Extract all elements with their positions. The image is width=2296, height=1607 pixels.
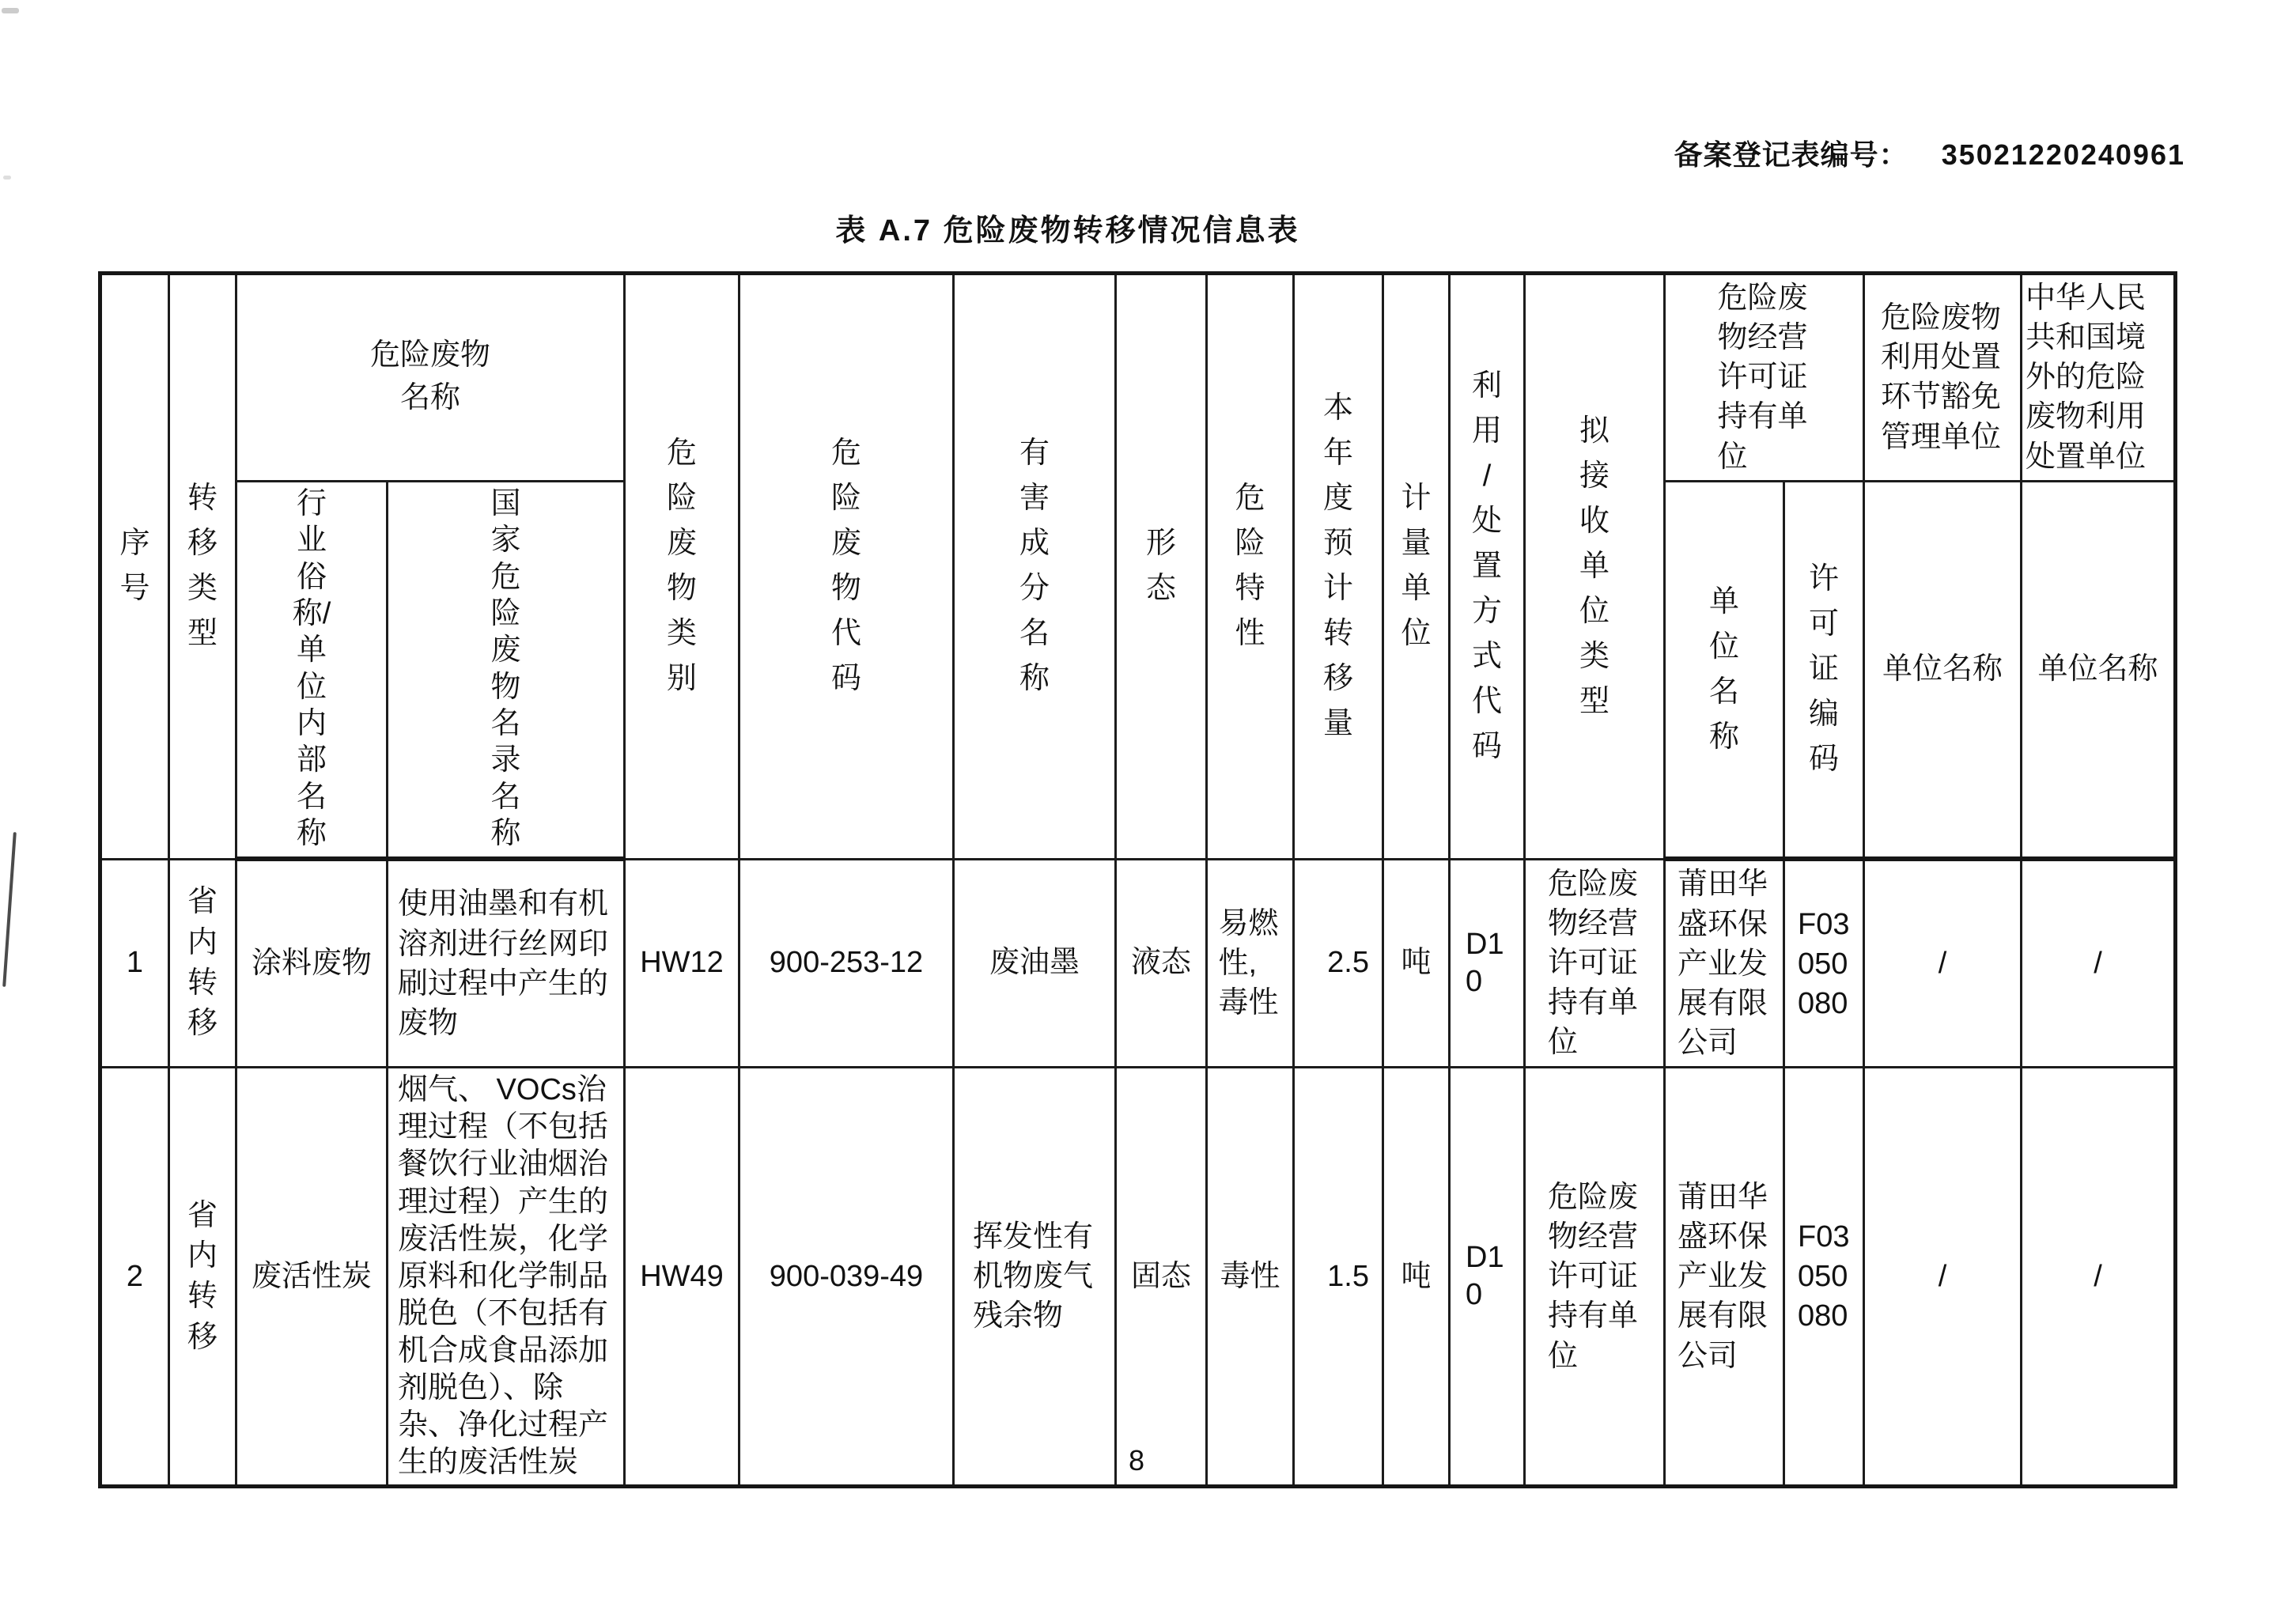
cell-form: 固态	[1116, 1068, 1207, 1487]
cell-waste-category: HW49	[625, 1068, 739, 1487]
cell-waste-code: 900-253-12	[739, 859, 954, 1067]
cell-disposal-method-code: D10	[1450, 859, 1525, 1067]
scan-speck	[2, 8, 19, 13]
registration-line	[1674, 133, 2185, 173]
cell-receiver-type: 危险废物经营许可证持有单位	[1525, 1068, 1665, 1487]
cell-unit-of-measure: 吨	[1383, 1068, 1450, 1487]
page-title: 表 A.7 危险废物转移情况信息表	[835, 214, 1300, 248]
cell-license-unit-name: 莆田华盛环保产业发展有限公司	[1665, 859, 1784, 1067]
cell-waste-category: HW12	[625, 859, 739, 1067]
cell-annual-transfer-amount: 1.5	[1294, 1068, 1383, 1487]
col-header-waste-name-group: 危险废物名称	[236, 274, 625, 482]
col-header-transfer-type: 转移类型	[169, 274, 236, 860]
cell-overseas-unit-name: /	[2022, 1068, 2176, 1487]
cell-annual-transfer-amount: 2.5	[1294, 859, 1383, 1067]
col-header-form: 形态	[1116, 274, 1207, 860]
cell-national-list-name: 烟气、 VOCs治理过程（不包括餐饮行业油烟治理过程）产生的废活性炭，化学原料和化学制品脱色（不包括有机合成食品添加剂脱色）、除杂、净化过程产生的废活性炭	[388, 1068, 625, 1487]
cell-hazard-property: 易燃性,毒性	[1207, 859, 1294, 1067]
cell-index: 2	[100, 1068, 169, 1487]
cell-disposal-method-code: D10	[1450, 1068, 1525, 1487]
cell-industry-common-name: 废活性炭	[236, 1068, 388, 1487]
cell-industry-common-name: 涂料废物	[236, 859, 388, 1067]
cell-exempt-unit-name: /	[1864, 1068, 2022, 1487]
col-header-license-code: 许可证编码	[1784, 481, 1864, 859]
col-header-receiver-type: 拟接收单位类型	[1525, 274, 1665, 860]
cell-transfer-type: 省内转移	[169, 1068, 236, 1487]
registration-label: 备案登记表编号：	[1674, 138, 1908, 171]
cell-form: 液态	[1116, 859, 1207, 1067]
col-header-hazard-property: 危险特性	[1207, 274, 1294, 860]
col-header-national-list-name: 国家危险废物名录名称	[388, 481, 625, 859]
col-header-waste-code: 危险废物代码	[739, 274, 954, 860]
col-header-exempt-unit-name: 单位名称	[1864, 481, 2022, 859]
cell-exempt-unit-name: /	[1864, 859, 2022, 1067]
cell-national-list-name: 使用油墨和有机溶剂进行丝网印刷过程中产生的废物	[388, 859, 625, 1067]
col-header-harmful-component: 有害成分名称	[954, 274, 1116, 860]
col-header-exempt-group: 危险废物利用处置环节豁免管理单位	[1864, 274, 2022, 482]
cell-waste-code: 900-039-49	[739, 1068, 954, 1487]
cell-transfer-type: 省内转移	[169, 859, 236, 1067]
cell-license-code: F03050080	[1784, 1068, 1864, 1487]
cell-hazard-property: 毒性	[1207, 1068, 1294, 1487]
scan-artifact-line	[2, 832, 17, 987]
table-row	[100, 859, 2176, 1067]
col-header-unit-of-measure: 计量单位	[1383, 274, 1450, 860]
cell-unit-of-measure: 吨	[1383, 859, 1450, 1067]
col-header-industry-common-name: 行业俗称/单位内部名称	[236, 481, 388, 859]
hazardous-waste-transfer-table	[98, 271, 2177, 1488]
col-header-waste-category: 危险废物类别	[625, 274, 739, 860]
cell-overseas-unit-name: /	[2022, 859, 2176, 1067]
registration-number: 35021220240961	[1941, 138, 2185, 171]
cell-harmful-component: 挥发性有机物废气残余物	[954, 1068, 1116, 1487]
col-header-annual-transfer-amount: 本年度预计转移量	[1294, 274, 1383, 860]
cell-index: 1	[100, 859, 169, 1067]
col-header-license-holder-group: 危险废物经营许可证持有单位	[1665, 274, 1864, 482]
cell-license-unit-name: 莆田华盛环保产业发展有限公司	[1665, 1068, 1784, 1487]
table-row	[100, 1068, 2176, 1487]
cell-license-code: F03050080	[1784, 859, 1864, 1067]
cell-harmful-component: 废油墨	[954, 859, 1116, 1067]
cell-receiver-type: 危险废物经营许可证持有单位	[1525, 859, 1665, 1067]
header-row-1	[100, 274, 2176, 482]
page-number: 8	[1128, 1444, 1145, 1477]
col-header-disposal-method-code: 利用/处置方式代码	[1450, 274, 1525, 860]
col-header-overseas-group: 中华人民共和国境外的危险废物利用处置单位	[2022, 274, 2176, 482]
col-header-overseas-unit-name: 单位名称	[2022, 481, 2176, 859]
scan-speck	[3, 176, 11, 180]
col-header-license-unit-name: 单位名称	[1665, 481, 1784, 859]
col-header-index: 序号	[100, 274, 169, 860]
